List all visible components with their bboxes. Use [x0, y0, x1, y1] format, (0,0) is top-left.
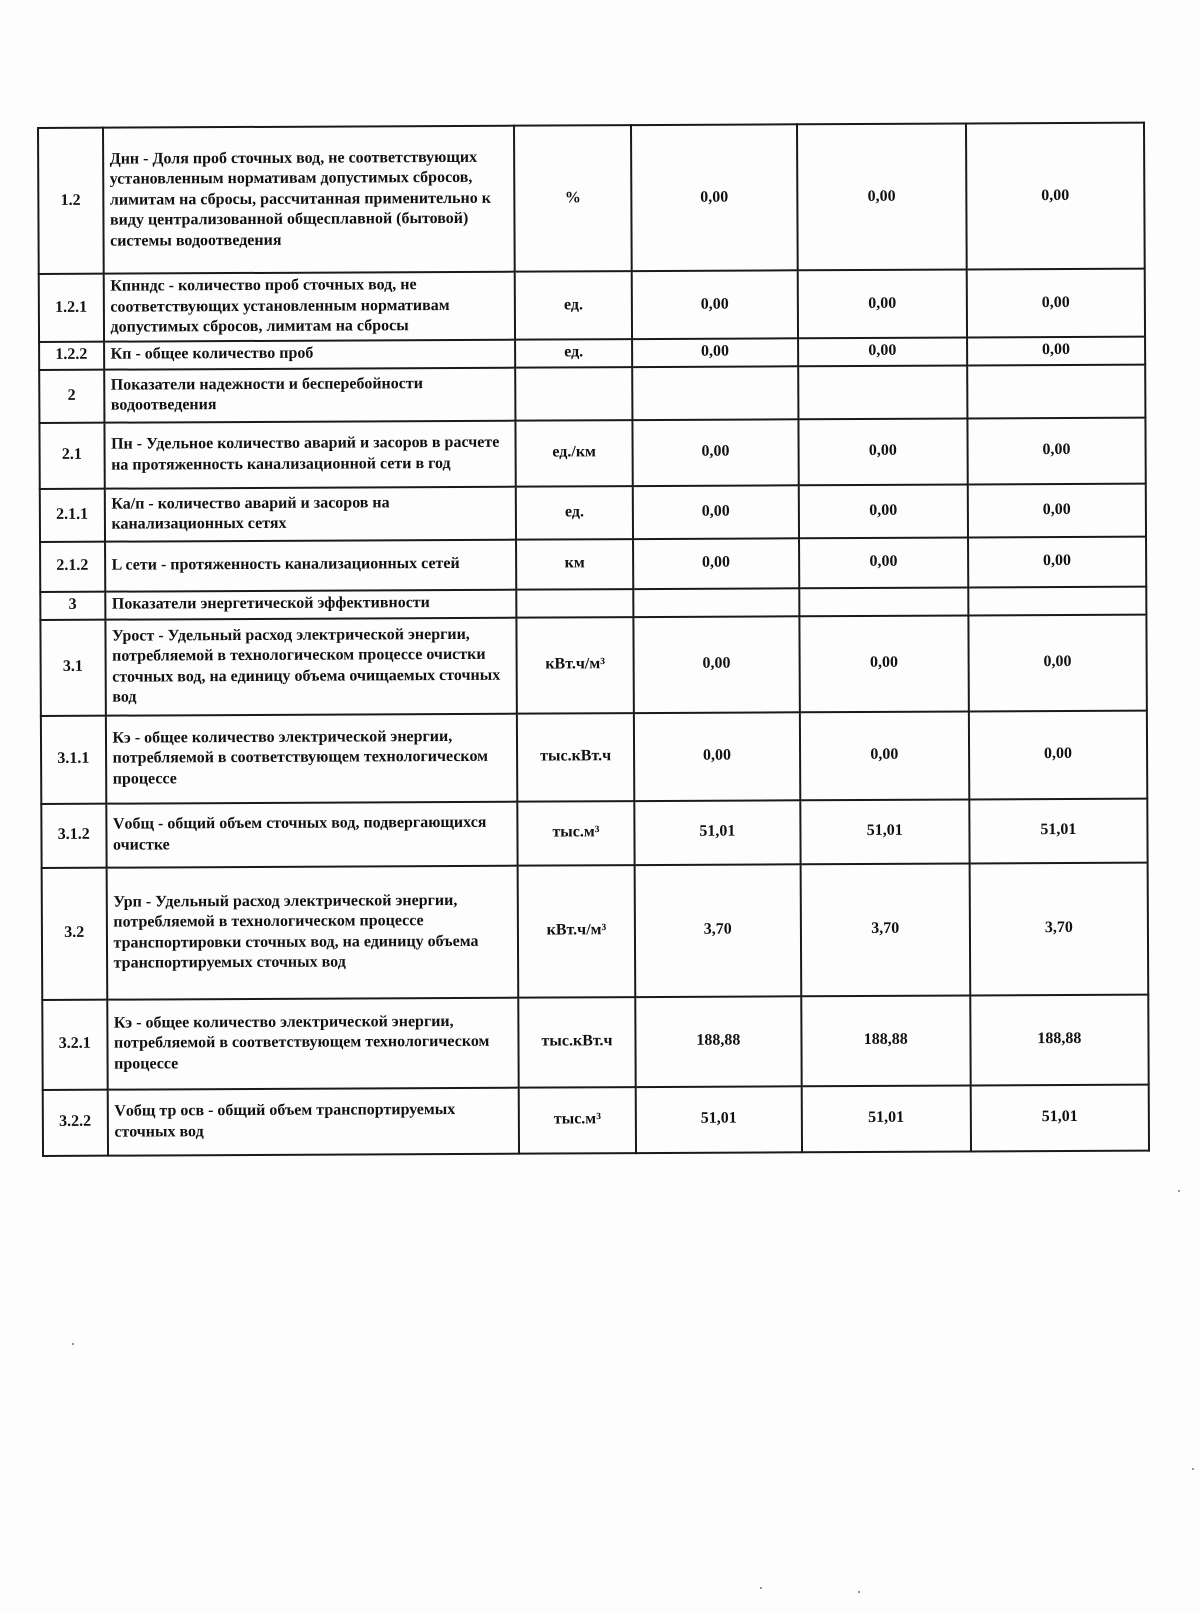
row-number: 1.2: [38, 128, 103, 274]
table-row: [41, 710, 1147, 803]
section-number: 2: [39, 369, 104, 422]
table-row: [43, 1084, 1149, 1155]
value-cell-2: 0,00: [799, 537, 968, 588]
value-cell-2: 51,01: [802, 1085, 971, 1152]
value-cell-2: 51,01: [800, 799, 969, 864]
table-row: [42, 862, 1149, 999]
indicator-description: Пн - Удельное количество аварий и засоров в расчете на протяженность канализационной сети в год: [104, 420, 516, 488]
value-cell-3: 188,88: [970, 994, 1149, 1085]
row-number: 2.1.2: [40, 541, 105, 591]
indicator-description: Кпнндс - количество проб сточных вод, не соответствующих установленным нормативам допустимых сбросов, лимитам на сбросы: [103, 272, 515, 342]
value-cell-3: 51,01: [969, 798, 1148, 863]
value-cell-2: [799, 587, 968, 616]
value-cell-1: 188,88: [635, 996, 801, 1087]
value-cell-3: 51,01: [970, 1084, 1149, 1151]
unit-cell: тыс.м³: [519, 1087, 636, 1154]
row-number: 1.2.1: [39, 274, 104, 342]
value-cell-1: 0,00: [631, 124, 798, 271]
unit-cell: км: [516, 539, 633, 590]
value-cell-1: 51,01: [636, 1086, 802, 1153]
scan-speck: [1192, 1468, 1194, 1470]
value-cell-3: 0,00: [966, 123, 1145, 270]
value-cell-2: 0,00: [798, 269, 967, 337]
unit-cell: тыс.кВт.ч: [518, 997, 635, 1088]
table-row: [41, 798, 1147, 867]
table-row: [39, 269, 1145, 342]
row-number: 2.1: [39, 422, 104, 488]
indicator-description: Кп - общее количество проб: [104, 339, 516, 369]
value-cell-3: 0,00: [967, 336, 1145, 365]
scan-speck: [72, 1343, 74, 1345]
table-row: [40, 483, 1146, 541]
value-cell-2: 0,00: [797, 123, 967, 270]
value-cell-1: 0,00: [632, 419, 798, 486]
value-cell-3: [967, 364, 1145, 418]
value-cell-1: 0,00: [634, 712, 800, 801]
indicator-description: Vобщ тр осв - общий объем транспортируемых сточных вод: [107, 1087, 519, 1155]
unit-cell: %: [514, 125, 631, 272]
value-cell-1: [632, 366, 798, 420]
row-number: 3.1.2: [41, 803, 106, 867]
section-title: Показатели энергетической эффективности: [105, 589, 517, 619]
unit-cell: кВт.ч/м³: [517, 617, 634, 714]
value-cell-1: 0,00: [633, 538, 799, 589]
section-title: Показатели надежности и бесперебойности водоотведения: [104, 367, 516, 422]
value-cell-2: 0,00: [800, 711, 969, 800]
table-row: [40, 536, 1146, 591]
value-cell-1: 0,00: [633, 616, 799, 713]
unit-cell: кВт.ч/м³: [518, 865, 635, 998]
value-cell-2: 0,00: [799, 484, 968, 538]
table-row: [40, 614, 1146, 715]
indicator-description: Vобщ - общий объем сточных вод, подвергающихся очистке: [106, 801, 518, 867]
scan-speck: [858, 1591, 860, 1593]
table-row: [39, 417, 1145, 488]
row-number: 3.2.1: [42, 999, 107, 1089]
row-number: 3.1: [40, 619, 105, 715]
scan-speck: [1178, 1190, 1180, 1192]
indicator-description: Ка/п - количество аварий и засоров на канализационных сетях: [104, 486, 516, 541]
unit-cell: ед.: [515, 271, 632, 339]
value-cell-2: 0,00: [798, 337, 967, 366]
indicator-description: Кэ - общее количество электрической энергии, потребляемой в соответствующем технологическом процессе: [107, 997, 519, 1089]
value-cell-3: 0,00: [969, 710, 1148, 799]
unit-cell: ед.: [515, 339, 632, 368]
row-number: 3.2: [42, 867, 107, 999]
indicators-table: [37, 122, 1150, 1157]
value-cell-2: 188,88: [801, 995, 970, 1086]
row-number: 3.2.2: [43, 1089, 108, 1155]
value-cell-1: 0,00: [632, 338, 798, 367]
indicator-description: Урост - Удельный расход электрической энергии, потребляемой в технологическом процессе очистки сточных вод, на единицу объема очищаемых сточных вод: [105, 617, 517, 715]
row-number: 2.1.1: [40, 488, 105, 541]
unit-cell: [515, 367, 632, 421]
indicator-description: Кэ - общее количество электрической энергии, потребляемой в соответствующем технологическом процессе: [105, 713, 517, 803]
scan-speck: [760, 1587, 762, 1589]
unit-cell: ед.: [516, 486, 633, 540]
unit-cell: тыс.м³: [517, 801, 634, 866]
value-cell-3: 0,00: [967, 417, 1146, 484]
value-cell-2: 0,00: [798, 418, 967, 485]
table-row: [38, 123, 1145, 274]
value-cell-1: 0,00: [633, 485, 799, 539]
row-number: 3.1.1: [41, 715, 106, 803]
value-cell-3: 0,00: [968, 614, 1147, 711]
value-cell-2: 0,00: [799, 615, 968, 712]
section-number: 3: [40, 591, 105, 619]
value-cell-3: 0,00: [966, 269, 1145, 337]
table-row: [42, 994, 1148, 1089]
indicator-description: Урп - Удельный расход электрической энергии, потребляемой в технологическом процессе транспортировки сточных вод, на единицу объема транспортируемых сточных вод: [106, 865, 518, 999]
value-cell-3: [968, 586, 1146, 615]
unit-cell: [516, 589, 633, 618]
unit-cell: тыс.кВт.ч: [517, 713, 634, 802]
value-cell-1: 0,00: [632, 270, 798, 338]
value-cell-1: [633, 588, 799, 617]
section-row: [39, 364, 1145, 422]
value-cell-3: 0,00: [968, 536, 1146, 587]
value-cell-3: 0,00: [968, 483, 1146, 537]
value-cell-2: [798, 365, 967, 419]
value-cell-2: 3,70: [800, 863, 970, 996]
value-cell-1: 51,01: [634, 800, 800, 865]
row-number: 1.2.2: [39, 341, 104, 369]
value-cell-1: 3,70: [635, 864, 802, 997]
indicator-description: Днн - Доля проб сточных вод, не соответствующих установленным нормативам допустимых сбросов, лимитам на сбросы, рассчитанная применительно к виду централизованной общесплавной (бытовой) системы водоотведения: [103, 126, 515, 274]
unit-cell: ед./км: [516, 420, 633, 487]
indicator-description: L сети - протяженность канализационных сетей: [105, 539, 517, 591]
value-cell-3: 3,70: [969, 862, 1148, 995]
